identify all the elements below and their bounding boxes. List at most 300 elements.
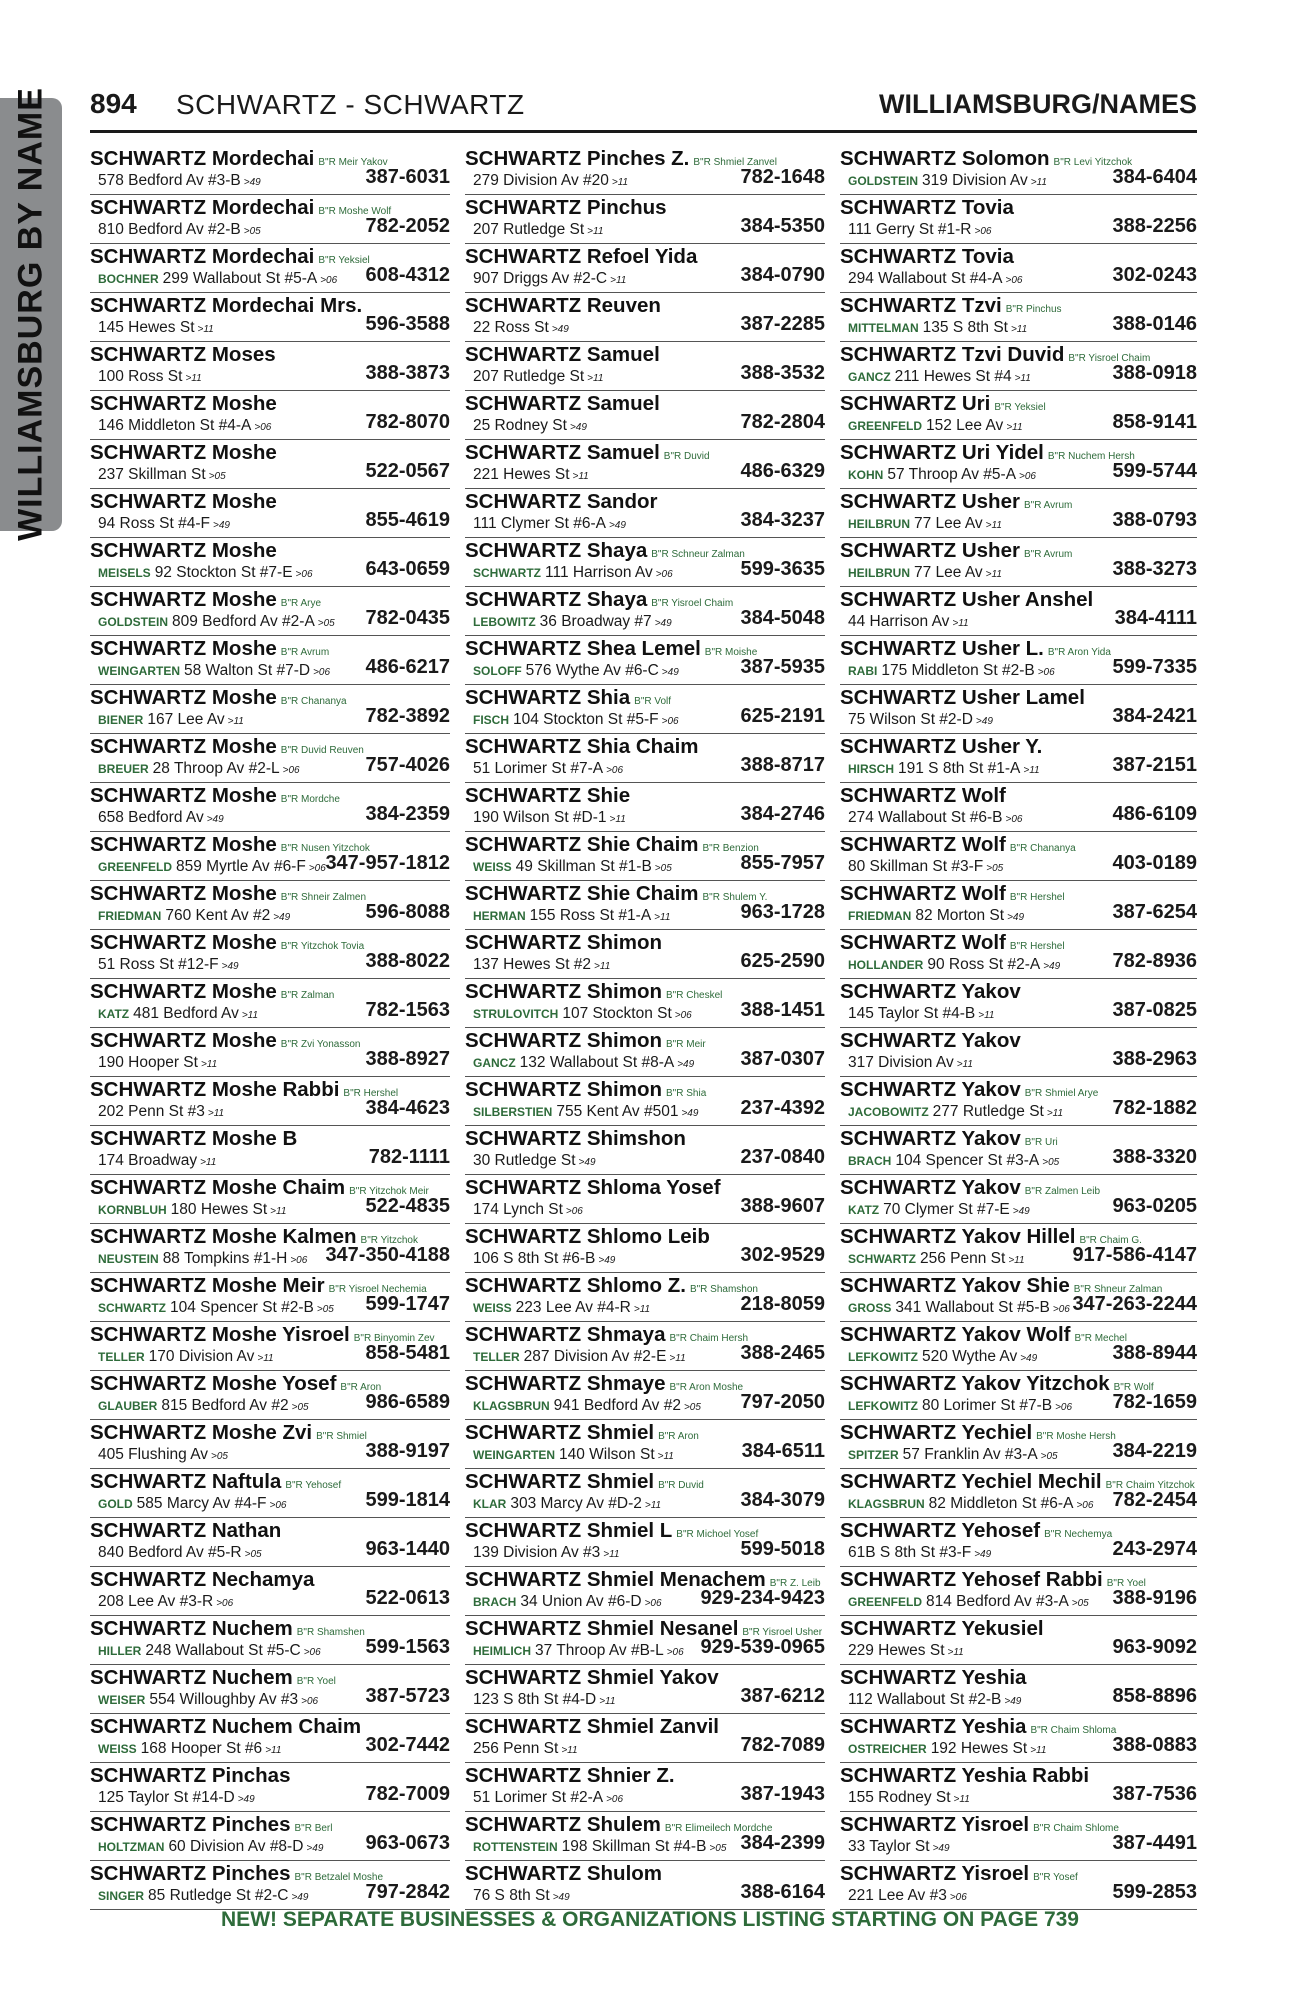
entry-name: SCHWARTZ Yakov	[840, 1176, 1021, 1199]
entry-phone: 387-2151	[1112, 754, 1197, 776]
listing-entry	[90, 1322, 450, 1371]
entry-address: 125 Taylor St #14-D	[98, 1789, 235, 1806]
entry-name-line	[840, 246, 1014, 270]
entry-name: SCHWARTZ Moses	[90, 343, 276, 366]
entry-zip-code: >05	[243, 226, 261, 237]
entry-zip-code: >11	[227, 716, 244, 727]
entry-zip-code: >11	[952, 618, 969, 629]
entry-address: 168 Hooper St #6	[140, 1740, 263, 1757]
entry-name-line	[840, 736, 1042, 760]
entry-name: SCHWARTZ Shulom	[465, 1862, 663, 1885]
entry-address: 77 Lee Av	[914, 564, 983, 581]
entry-address-line	[98, 318, 214, 339]
entry-address: 61B S 8th St #3-F	[848, 1544, 972, 1561]
entry-zip-code: >05	[316, 1304, 334, 1315]
listing-entry	[465, 1224, 825, 1273]
entry-zip-code: >06	[606, 765, 624, 776]
entry-name: SCHWARTZ Wolf	[840, 784, 1006, 807]
entry-zip-code: >11	[985, 520, 1002, 531]
listing-entry	[90, 1567, 450, 1616]
entry-name: SCHWARTZ Nechamya	[90, 1568, 315, 1591]
listing-entry	[840, 1616, 1197, 1665]
entry-address-line	[848, 220, 991, 241]
entry-phone: 782-3892	[365, 705, 450, 727]
entry-zip-code: >49	[1043, 961, 1061, 972]
entry-phone: 963-0205	[1112, 1195, 1197, 1217]
entry-phone: 388-9607	[740, 1195, 825, 1217]
entry-maiden-name: GREENFELD	[848, 419, 923, 433]
entry-phone: 599-7335	[1112, 656, 1197, 678]
entry-name: SCHWARTZ Pinchas	[90, 1764, 291, 1787]
entry-address: 28 Throop Av #2-L	[152, 760, 280, 777]
entry-maiden-name: KATZ	[848, 1203, 880, 1217]
entry-name-line	[90, 1128, 297, 1152]
entry-parent: B"R Zvi Yonasson	[280, 1039, 361, 1050]
entry-address-line	[848, 808, 1022, 829]
entry-zip-code: >06	[674, 1010, 692, 1021]
listing-entry	[465, 1175, 825, 1224]
entry-zip-code: >11	[669, 1353, 686, 1364]
entry-zip-code: >06	[308, 863, 326, 874]
entry-maiden-name: BOCHNER	[98, 272, 159, 286]
entry-parent: B"R Schneur Zalman	[651, 549, 745, 560]
entry-phone: 388-6164	[740, 1881, 825, 1903]
entry-zip-code: >05	[709, 1843, 727, 1854]
entry-phone: 388-2256	[1112, 215, 1197, 237]
entry-parent: B"R Moishe	[704, 647, 758, 658]
entry-phone: 782-0435	[365, 607, 450, 629]
listing-entry	[465, 734, 825, 783]
entry-address: 85 Rutledge St #2-C	[148, 1887, 289, 1904]
entry-parent: B"R Yeksiel	[318, 255, 370, 266]
entry-address-line	[473, 1298, 650, 1319]
listing-entry	[90, 1175, 450, 1224]
entry-phone: 782-1648	[740, 166, 825, 188]
entry-address-line	[473, 514, 626, 535]
entry-address-line	[848, 1347, 1037, 1368]
footer-banner: NEW! SEPARATE BUSINESSES & ORGANIZATIONS LISTING STARTING ON PAGE 739	[221, 1908, 1079, 1931]
entry-address-line	[848, 1151, 1059, 1172]
entry-address: 75 Wilson St #2-D	[848, 711, 973, 728]
entry-address: 104 Stockton St #5-F	[513, 711, 659, 728]
entry-name-line	[840, 197, 1014, 221]
entry-parent: B"R Yitzchok Meir	[349, 1186, 429, 1197]
entry-parent: B"R Aron	[340, 1382, 382, 1393]
entry-phone: 388-3532	[740, 362, 825, 384]
entry-name: SCHWARTZ Shaya	[465, 539, 648, 562]
entry-zip-code: >11	[594, 961, 611, 972]
entry-name: SCHWARTZ Shmiel Nesanel	[465, 1617, 739, 1640]
entry-zip-code: >06	[282, 765, 300, 776]
entry-phone: 387-1943	[740, 1783, 825, 1805]
entry-address: 208 Lee Av #3-R	[98, 1593, 214, 1610]
entry-parent: B"R Yitzchok Tovia	[280, 941, 365, 952]
listing-entry	[90, 1077, 450, 1126]
entry-zip-code: >06	[313, 667, 331, 678]
entry-name: SCHWARTZ Usher	[840, 539, 1020, 562]
entry-name-line	[465, 1667, 719, 1691]
entry-name-line	[465, 1226, 710, 1250]
entry-phone: 387-6254	[1112, 901, 1197, 923]
listing-entry	[465, 1077, 825, 1126]
entry-zip-code: >11	[200, 1059, 218, 1070]
entry-phone: 387-6031	[365, 166, 450, 188]
entry-phone: 599-1563	[365, 1636, 450, 1658]
entry-zip-code: >11	[200, 1157, 217, 1168]
entry-name: SCHWARTZ Moshe	[90, 392, 277, 415]
entry-phone: 858-9141	[1112, 411, 1197, 433]
entry-address: 139 Division Av #3	[473, 1544, 601, 1561]
entry-name: SCHWARTZ Wolf	[840, 931, 1006, 954]
entry-phone: 625-2590	[740, 950, 825, 972]
entry-zip-code: >05	[654, 863, 672, 874]
entry-maiden-name: FRIEDMAN	[848, 909, 912, 923]
entry-parent: B"R Yeksiel	[994, 402, 1046, 413]
entry-parent: B"R Chaim G.	[1079, 1235, 1142, 1246]
entry-zip-code: >49	[237, 1794, 255, 1805]
listing-entry	[465, 832, 825, 881]
entry-zip-code: >06	[644, 1598, 662, 1609]
entry-phone: 243-2974	[1112, 1538, 1197, 1560]
entry-zip-code: >49	[273, 912, 291, 923]
entry-maiden-name: SOLOFF	[473, 664, 522, 678]
entry-maiden-name: LEBOWITZ	[473, 615, 536, 629]
entry-phone: 387-0307	[740, 1048, 825, 1070]
entry-phone: 302-7442	[365, 1734, 450, 1756]
listing-entry	[840, 244, 1197, 293]
entry-zip-code: >06	[303, 1647, 321, 1658]
entry-address-line	[473, 465, 589, 486]
entry-maiden-name: SCHWARTZ	[848, 1252, 916, 1266]
entry-parent: B"R Nechemya	[1044, 1529, 1113, 1540]
entry-phone: 388-2465	[740, 1342, 825, 1364]
entry-zip-code: >05	[211, 1451, 228, 1462]
listing-entry	[90, 832, 450, 881]
entry-address: 77 Lee Av	[914, 515, 983, 532]
entry-phone: 855-7957	[740, 852, 825, 874]
entry-maiden-name: GANCZ	[473, 1056, 516, 1070]
entry-address: 840 Bedford Av #5-R	[98, 1544, 242, 1561]
listing-entry	[90, 538, 450, 587]
entry-name: SCHWARTZ Moshe	[90, 588, 277, 611]
listing-entry	[90, 1714, 450, 1763]
entry-address-line	[848, 1788, 970, 1809]
entry-name: SCHWARTZ Shnier Z.	[465, 1764, 675, 1787]
entry-address-line	[848, 1200, 1030, 1221]
entry-name: SCHWARTZ Solomon	[840, 147, 1050, 170]
listing-entry	[465, 1273, 825, 1322]
entry-name: SCHWARTZ Shie Chaim	[465, 882, 699, 905]
entry-address-line	[473, 1739, 578, 1760]
entry-maiden-name: MITTELMAN	[848, 321, 919, 335]
entry-address: 112 Wallabout St #2-B	[848, 1691, 1002, 1708]
entry-address-line	[848, 1494, 1093, 1515]
entry-name: SCHWARTZ Samuel	[465, 392, 660, 415]
entry-parent: B"R Pinchus	[1005, 304, 1062, 315]
entry-name: SCHWARTZ Shia	[465, 686, 631, 709]
entry-address: 277 Rutledge St	[932, 1103, 1044, 1120]
listing-entry	[840, 1322, 1197, 1371]
listing-entry	[465, 1861, 825, 1910]
listing-entry	[840, 1126, 1197, 1175]
entry-phone: 388-0883	[1112, 1734, 1197, 1756]
entry-name: SCHWARTZ Moshe Rabbi	[90, 1078, 340, 1101]
entry-name: SCHWARTZ Moshe Chaim	[90, 1176, 346, 1199]
entry-zip-code: >49	[677, 1059, 695, 1070]
entry-name: SCHWARTZ Yehosef Rabbi	[840, 1568, 1103, 1591]
entry-parent: B"R Shamshen	[296, 1627, 365, 1638]
entry-address: 140 Wilson St	[559, 1446, 655, 1463]
entry-address: 317 Division Av	[848, 1054, 954, 1071]
entry-name-line	[840, 1030, 1021, 1054]
entry-address-line	[473, 1151, 596, 1172]
listing-entry	[90, 342, 450, 391]
listing-entry	[465, 489, 825, 538]
entry-address-line	[98, 465, 226, 486]
entry-maiden-name: BIENER	[98, 713, 144, 727]
entry-address: 30 Rutledge St	[473, 1152, 576, 1169]
entry-zip-code: >05	[683, 1402, 701, 1413]
entry-address-line	[848, 563, 1002, 584]
entry-maiden-name: ROTTENSTEIN	[473, 1840, 558, 1854]
entry-phone: 599-5018	[740, 1538, 825, 1560]
entry-address: 51 Lorimer St #7-A	[473, 760, 604, 777]
entry-name: SCHWARTZ Pinches Z.	[465, 147, 690, 170]
listing-entry	[465, 146, 825, 195]
entry-zip-code: >49	[569, 422, 587, 433]
entry-address-line	[98, 367, 202, 388]
entry-zip-code: >49	[551, 324, 569, 335]
entry-parent: B"R Duvid	[658, 1480, 704, 1491]
entry-zip-code: >05	[244, 1549, 262, 1560]
listing-entry	[90, 146, 450, 195]
listing-entry	[465, 1763, 825, 1812]
entry-zip-code: >49	[552, 1892, 570, 1903]
entry-zip-code: >11	[1030, 177, 1047, 188]
entry-address-line	[98, 808, 224, 829]
entry-zip-code: >11	[257, 1353, 274, 1364]
entry-address: 76 S 8th St	[473, 1887, 550, 1904]
entry-name: SCHWARTZ Tovia	[840, 196, 1014, 219]
entry-name: SCHWARTZ Nuchem	[90, 1666, 293, 1689]
entry-name: SCHWARTZ Moshe B	[90, 1127, 298, 1150]
entry-maiden-name: HOLTZMAN	[98, 1840, 165, 1854]
entry-parent: B"R Moshe Hersh	[1036, 1431, 1116, 1442]
entry-address-line	[98, 1249, 307, 1270]
entry-address: 578 Bedford Av #3-B	[98, 172, 241, 189]
entry-parent: B"R Meir Yakov	[318, 157, 388, 168]
listing-entry	[840, 1273, 1197, 1322]
entry-name-line	[90, 1520, 281, 1544]
listing-entry	[90, 930, 450, 979]
entry-parent: B"R Chaim Shlome	[1033, 1823, 1119, 1834]
listing-entry	[840, 440, 1197, 489]
entry-maiden-name: GOLD	[98, 1497, 133, 1511]
entry-name-line	[90, 540, 277, 564]
entry-name: SCHWARTZ Reuven	[465, 294, 661, 317]
listing-entry	[840, 636, 1197, 685]
entry-phone: 522-4835	[365, 1195, 450, 1217]
entry-phone: 522-0613	[365, 1587, 450, 1609]
entry-address-line	[473, 1053, 694, 1074]
entry-name-line	[465, 1765, 675, 1789]
entry-address: 111 Clymer St #6-A	[473, 515, 606, 532]
listing-entry	[465, 1616, 825, 1665]
entry-address: 481 Bedford Av	[133, 1005, 239, 1022]
entry-name-line	[90, 1716, 361, 1740]
entry-zip-code: >11	[657, 1451, 674, 1462]
entry-address: 274 Wallabout St #6-B	[848, 809, 1003, 826]
entry-phone: 963-0673	[365, 1832, 450, 1854]
entry-address: 248 Wallabout St #5-C	[145, 1642, 301, 1659]
entry-name: SCHWARTZ Uri Yidel	[840, 441, 1044, 464]
listing-entry	[840, 1028, 1197, 1077]
entry-name: SCHWARTZ Moshe	[90, 441, 277, 464]
entry-zip-code: >11	[611, 177, 629, 188]
listing-entry	[840, 1518, 1197, 1567]
entry-zip-code: >49	[661, 667, 679, 678]
entry-phone: 599-5744	[1112, 460, 1197, 482]
entry-address: 135 S 8th St	[922, 319, 1008, 336]
entry-parent: B"R Chaim Shloma	[1030, 1725, 1117, 1736]
entry-parent: B"R Nuchem Hersh	[1047, 451, 1135, 462]
entry-address-line	[473, 171, 628, 192]
entry-address-line	[473, 1592, 662, 1613]
entry-address: 145 Taylor St #4-B	[848, 1005, 976, 1022]
entry-name: SCHWARTZ Yakov Yitzchok	[840, 1372, 1110, 1395]
entry-name-line	[840, 687, 1085, 711]
entry-address-line	[848, 269, 1022, 290]
entry-address: 174 Lynch St	[473, 1201, 563, 1218]
listing-entry	[90, 1420, 450, 1469]
entry-parent: B"R Cheskel	[666, 990, 723, 1001]
entry-name: SCHWARTZ Mordechai	[90, 147, 315, 170]
entry-phone: 388-8022	[365, 950, 450, 972]
entry-address: 58 Walton St #7-D	[184, 662, 311, 679]
entry-maiden-name: BRACH	[848, 1154, 892, 1168]
listing-column-2	[465, 146, 825, 1910]
entry-phone: 643-0659	[365, 558, 450, 580]
entry-phone: 757-4026	[365, 754, 450, 776]
entry-address-line	[848, 1445, 1058, 1466]
entry-address-line	[848, 514, 1002, 535]
entry-phone: 782-2052	[365, 215, 450, 237]
entry-phone: 782-2454	[1112, 1489, 1197, 1511]
entry-address: 155 Ross St #1-A	[529, 907, 652, 924]
entry-address-line	[848, 1298, 1070, 1319]
entry-address: 104 Spencer St #3-A	[895, 1152, 1040, 1169]
entry-name-line	[840, 785, 1006, 809]
entry-zip-code: >49	[1020, 1353, 1038, 1364]
entry-name-line	[90, 393, 277, 417]
section-title: WILLIAMSBURG/NAMES	[879, 89, 1197, 119]
listing-entry	[465, 1469, 825, 1518]
entry-zip-code: >06	[1052, 1304, 1070, 1315]
entry-address-line	[98, 1347, 274, 1368]
entry-name-line	[465, 1177, 721, 1201]
entry-parent: B"R Yoel	[296, 1676, 336, 1687]
entry-phone: 388-1451	[740, 999, 825, 1021]
entry-parent: B"R Michoel Yosef	[676, 1529, 759, 1540]
entry-address-line	[473, 1004, 692, 1025]
entry-address-line	[848, 955, 1060, 976]
entry-address-line	[98, 906, 290, 927]
listing-entry	[840, 1077, 1197, 1126]
listing-entry	[840, 783, 1197, 832]
entry-zip-code: >49	[932, 1843, 950, 1854]
entry-name: SCHWARTZ Shmiel L	[465, 1519, 673, 1542]
entry-name-line	[465, 491, 657, 515]
entry-name: SCHWARTZ Shmiel	[465, 1470, 655, 1493]
entry-parent: B"R Shamshon	[689, 1284, 758, 1295]
listing-entry	[90, 1371, 450, 1420]
entry-parent: B"R Moshe Wolf	[318, 206, 392, 217]
entry-address: 221 Lee Av #3	[848, 1887, 947, 1904]
entry-name: SCHWARTZ Usher Y.	[840, 735, 1043, 758]
entry-phone: 388-9196	[1112, 1587, 1197, 1609]
entry-address: 810 Bedford Av #2-B	[98, 221, 241, 238]
entry-parent: B"R Elimeilech Mordche	[664, 1823, 773, 1834]
entry-name-line	[465, 736, 699, 760]
entry-zip-code: >06	[1076, 1500, 1094, 1511]
entry-maiden-name: LEFKOWITZ	[848, 1399, 918, 1413]
entry-address-line	[473, 857, 672, 878]
side-tab-label: WILLIAMSBURG BY NAME	[11, 87, 50, 541]
entry-phone: 384-2219	[1112, 1440, 1197, 1462]
listing-entry	[840, 146, 1197, 195]
entry-address-line	[848, 416, 1023, 437]
entry-phone: 855-4619	[365, 509, 450, 531]
entry-zip-code: >06	[290, 1255, 308, 1266]
entry-parent: B"R Mechel	[1074, 1333, 1127, 1344]
entry-phone: 384-5350	[740, 215, 825, 237]
entry-address-line	[473, 612, 672, 633]
entry-phone: 384-0790	[740, 264, 825, 286]
entry-parent: B"R Wolf	[1113, 1382, 1154, 1393]
entry-zip-code: >49	[306, 1843, 324, 1854]
entry-phone: 384-3237	[740, 509, 825, 531]
entry-parent: B"R Yoel	[1106, 1578, 1146, 1589]
entry-address-line	[473, 269, 626, 290]
entry-name: SCHWARTZ Moshe Zvi	[90, 1421, 313, 1444]
entry-maiden-name: HEILBRUN	[848, 566, 910, 580]
listing-entry	[840, 342, 1197, 391]
entry-address-line	[98, 857, 326, 878]
entry-zip-code: >11	[1008, 1255, 1025, 1266]
entry-phone: 388-8927	[365, 1048, 450, 1070]
entry-zip-code: >11	[561, 1745, 578, 1756]
entry-phone: 486-6217	[365, 656, 450, 678]
entry-maiden-name: GREENFELD	[98, 860, 173, 874]
entry-maiden-name: KLAGSBRUN	[473, 1399, 550, 1413]
entry-zip-code: >49	[243, 177, 261, 188]
entry-zip-code: >11	[587, 373, 604, 384]
listing-column-1	[90, 146, 450, 1910]
entry-phone: 596-3588	[365, 313, 450, 335]
entry-address: 94 Ross St #4-F	[98, 515, 210, 532]
listing-entry	[465, 195, 825, 244]
entry-zip-code: >49	[598, 1255, 616, 1266]
entry-name-line	[90, 344, 276, 368]
entry-name: SCHWARTZ Shmaya	[465, 1323, 666, 1346]
entry-zip-code: >11	[207, 1108, 225, 1119]
entry-address-line	[848, 1053, 973, 1074]
entry-name: SCHWARTZ Yisroel	[840, 1862, 1030, 1885]
entry-address: 809 Bedford Av #2-A	[172, 613, 315, 630]
entry-address: 106 S 8th St #6-B	[473, 1250, 596, 1267]
entry-name: SCHWARTZ Moshe	[90, 980, 277, 1003]
entry-address: 814 Bedford Av #3-A	[926, 1593, 1069, 1610]
